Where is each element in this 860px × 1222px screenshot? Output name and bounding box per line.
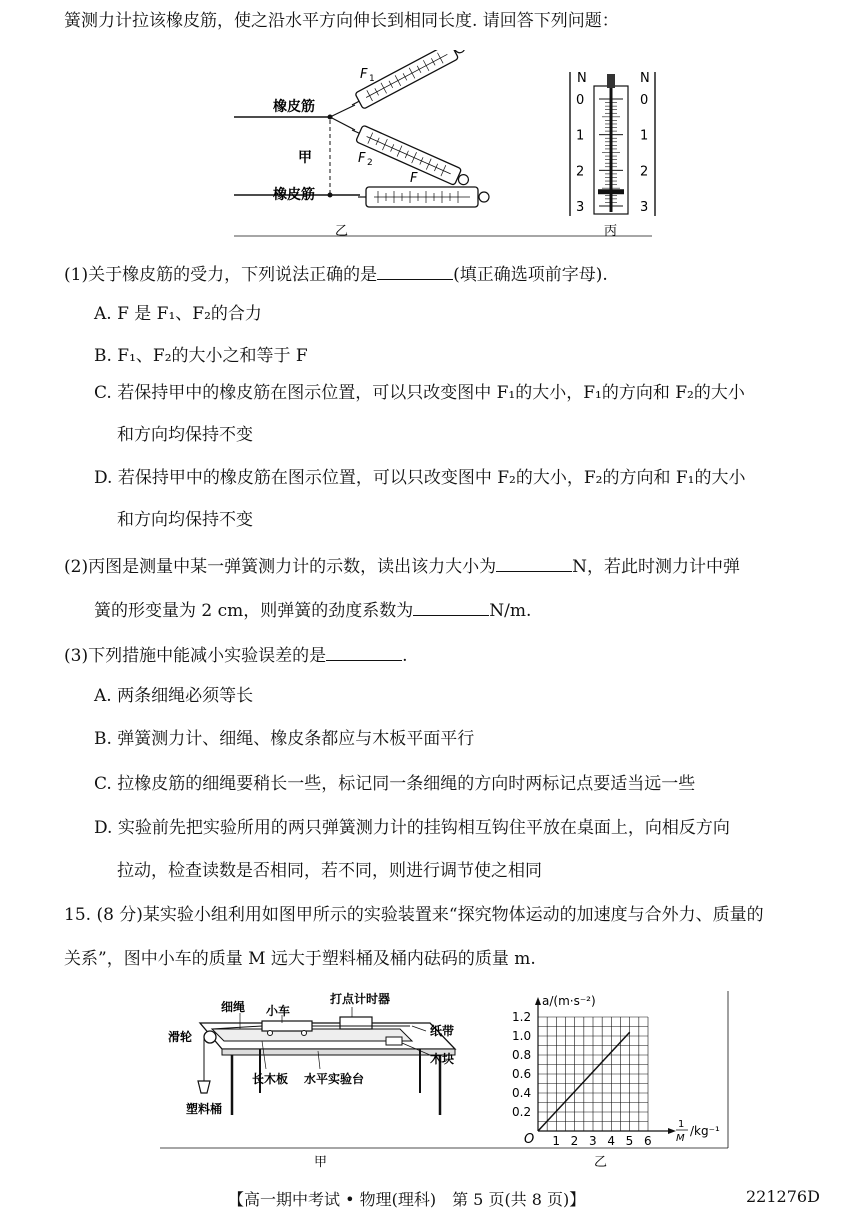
q2-line2 bbox=[94, 597, 531, 622]
q2-force-blank[interactable] bbox=[496, 553, 572, 572]
scale-tick-right: 0 bbox=[640, 93, 649, 108]
scale-pointer bbox=[598, 189, 624, 194]
caption-bing: 丙 bbox=[604, 224, 618, 239]
q1-suffix: (填正确选项前字母). bbox=[453, 265, 608, 285]
q2-line2-prefix: 簧的形变量为 2 cm，则弹簧的劲度系数为 bbox=[94, 601, 414, 621]
q3-option-d-line1: D. 实验前先把实验所用的两只弹簧测力计的挂钩相互钩住平放在桌面上，向相反方向 bbox=[94, 818, 730, 838]
q1-prefix: (1)关于橡皮筋的受力，下列说法正确的是 bbox=[64, 265, 378, 285]
scale-tick-left: 3 bbox=[576, 200, 585, 215]
q3-answer-blank[interactable] bbox=[326, 642, 402, 661]
y-tick-label: 0.8 bbox=[512, 1048, 532, 1062]
caption-yi: 乙 bbox=[335, 224, 349, 239]
scale-unit-right: N bbox=[640, 71, 650, 86]
q1-option-c-line2: 和方向均保持不变 bbox=[117, 425, 253, 445]
x-tick-label: 4 bbox=[607, 1134, 615, 1148]
q1-option-b: B. F₁、F₂的大小之和等于 F bbox=[94, 346, 308, 366]
y-tick-label: 1.0 bbox=[512, 1029, 532, 1043]
footer-title: 【高一期中考试 • 物理(理科) 第 5 页(共 8 页)】 bbox=[228, 1190, 586, 1209]
acceleration-chart bbox=[512, 994, 720, 1148]
label-f1: F bbox=[360, 67, 368, 82]
q1-answer-blank[interactable] bbox=[377, 261, 453, 280]
label-f1-sub: 1 bbox=[369, 74, 375, 84]
q2-line1 bbox=[64, 553, 740, 578]
y-axis-label: a/(m·s⁻²) bbox=[542, 994, 596, 1008]
figure-force-composition bbox=[0, 50, 860, 250]
y-tick-label: 0.4 bbox=[512, 1086, 532, 1100]
q15-line1: 15. (8 分)某实验小组利用如图甲所示的实验装置来“探究物体运动的加速度与合外力、质量的 bbox=[64, 905, 764, 925]
figure-acceleration-experiment bbox=[0, 985, 860, 1175]
scale-tick-left: 1 bbox=[576, 128, 585, 144]
caption-yi-graph: 乙 bbox=[594, 1155, 608, 1170]
scale-tick-left: 2 bbox=[576, 164, 585, 180]
label-f2-sub: 2 bbox=[367, 158, 373, 168]
spring-scale-f bbox=[358, 187, 489, 207]
force-scale-reading bbox=[570, 71, 655, 216]
scale-unit-left: N bbox=[577, 71, 587, 86]
footer-code: 221276D bbox=[746, 1187, 820, 1206]
x-tick-label: 6 bbox=[644, 1134, 652, 1148]
x-tick-label: 1 bbox=[552, 1134, 560, 1148]
caption-jia: 甲 bbox=[314, 1155, 328, 1170]
q2-stiffness-blank[interactable] bbox=[413, 597, 489, 616]
q3-option-a: A. 两条细绳必须等长 bbox=[94, 686, 254, 706]
label-f: F bbox=[410, 171, 418, 186]
x-axis-label-numerator: 1 bbox=[678, 1119, 685, 1130]
q15-line2: 关系”，图中小车的质量 M 远大于塑料桶及桶内砝码的质量 m. bbox=[64, 949, 536, 969]
y-tick-label: 0.6 bbox=[512, 1067, 532, 1081]
intro-text: 簧测力计拉该橡皮筋，使之沿水平方向伸长到相同长度. 请回答下列问题： bbox=[64, 11, 619, 31]
label-rubber-top: 橡皮筋 bbox=[273, 99, 315, 115]
q2-mid: N，若此时测力计中弹 bbox=[572, 557, 740, 577]
origin-label: O bbox=[524, 1132, 535, 1147]
q3-prefix: (3)下列措施中能减小实验误差的是 bbox=[64, 646, 327, 666]
label-block: 木块 bbox=[430, 1052, 455, 1066]
q3-suffix: . bbox=[402, 646, 408, 666]
q3-stem bbox=[64, 642, 408, 667]
label-rope: 细绳 bbox=[221, 1000, 246, 1014]
label-rubber-bottom: 橡皮筋 bbox=[273, 187, 315, 203]
q1-option-a: A. F 是 F₁、F₂的合力 bbox=[94, 304, 262, 324]
label-table: 水平实验台 bbox=[304, 1072, 365, 1086]
x-tick-label: 5 bbox=[625, 1134, 634, 1148]
q3-option-c: C. 拉橡皮筋的细绳要稍长一些，标记同一条细绳的方向时两标记点要适当远一些 bbox=[94, 774, 696, 794]
q1-option-c-line1: C. 若保持甲中的橡皮筋在图示位置，可以只改变图中 F₁的大小，F₁的方向和 F₂的大小 bbox=[94, 383, 745, 403]
label-tape: 纸带 bbox=[430, 1024, 455, 1038]
y-tick-label: 0.2 bbox=[512, 1105, 532, 1119]
x-axis-label-unit: /kg⁻¹ bbox=[690, 1124, 720, 1138]
q2-line2-suffix: N/m. bbox=[489, 601, 532, 621]
y-tick-label: 1.2 bbox=[512, 1010, 532, 1024]
label-timer: 打点计时器 bbox=[330, 992, 391, 1006]
q2-prefix: (2)丙图是测量中某一弹簧测力计的示数，读出该力大小为 bbox=[64, 557, 497, 577]
label-f2: F bbox=[358, 151, 366, 166]
q1-option-d-line1: D. 若保持甲中的橡皮筋在图示位置，可以只改变图中 F₂的大小，F₂的方向和 F₁的大小 bbox=[94, 468, 746, 488]
x-tick-label: 3 bbox=[589, 1134, 597, 1148]
scale-tick-right: 3 bbox=[640, 200, 649, 215]
scale-tick-left: 0 bbox=[576, 93, 585, 108]
label-board: 长木板 bbox=[252, 1072, 289, 1086]
q1-stem bbox=[64, 261, 608, 286]
label-car: 小车 bbox=[266, 1004, 291, 1018]
x-tick-label: 2 bbox=[570, 1134, 579, 1148]
x-axis-label-denominator: M bbox=[676, 1133, 685, 1144]
apparatus-drawing bbox=[198, 1007, 455, 1115]
label-jia: 甲 bbox=[298, 150, 312, 166]
q3-option-d-line2: 拉动，检查读数是否相同，若不同，则进行调节使之相同 bbox=[117, 861, 542, 881]
scale-tick-right: 1 bbox=[640, 128, 649, 144]
q1-option-d-line2: 和方向均保持不变 bbox=[117, 510, 253, 530]
q3-option-b: B. 弹簧测力计、细绳、橡皮条都应与木板平面平行 bbox=[94, 729, 475, 749]
label-pulley: 滑轮 bbox=[168, 1030, 193, 1044]
scale-tick-right: 2 bbox=[640, 164, 649, 180]
label-bucket: 塑料桶 bbox=[186, 1102, 223, 1116]
